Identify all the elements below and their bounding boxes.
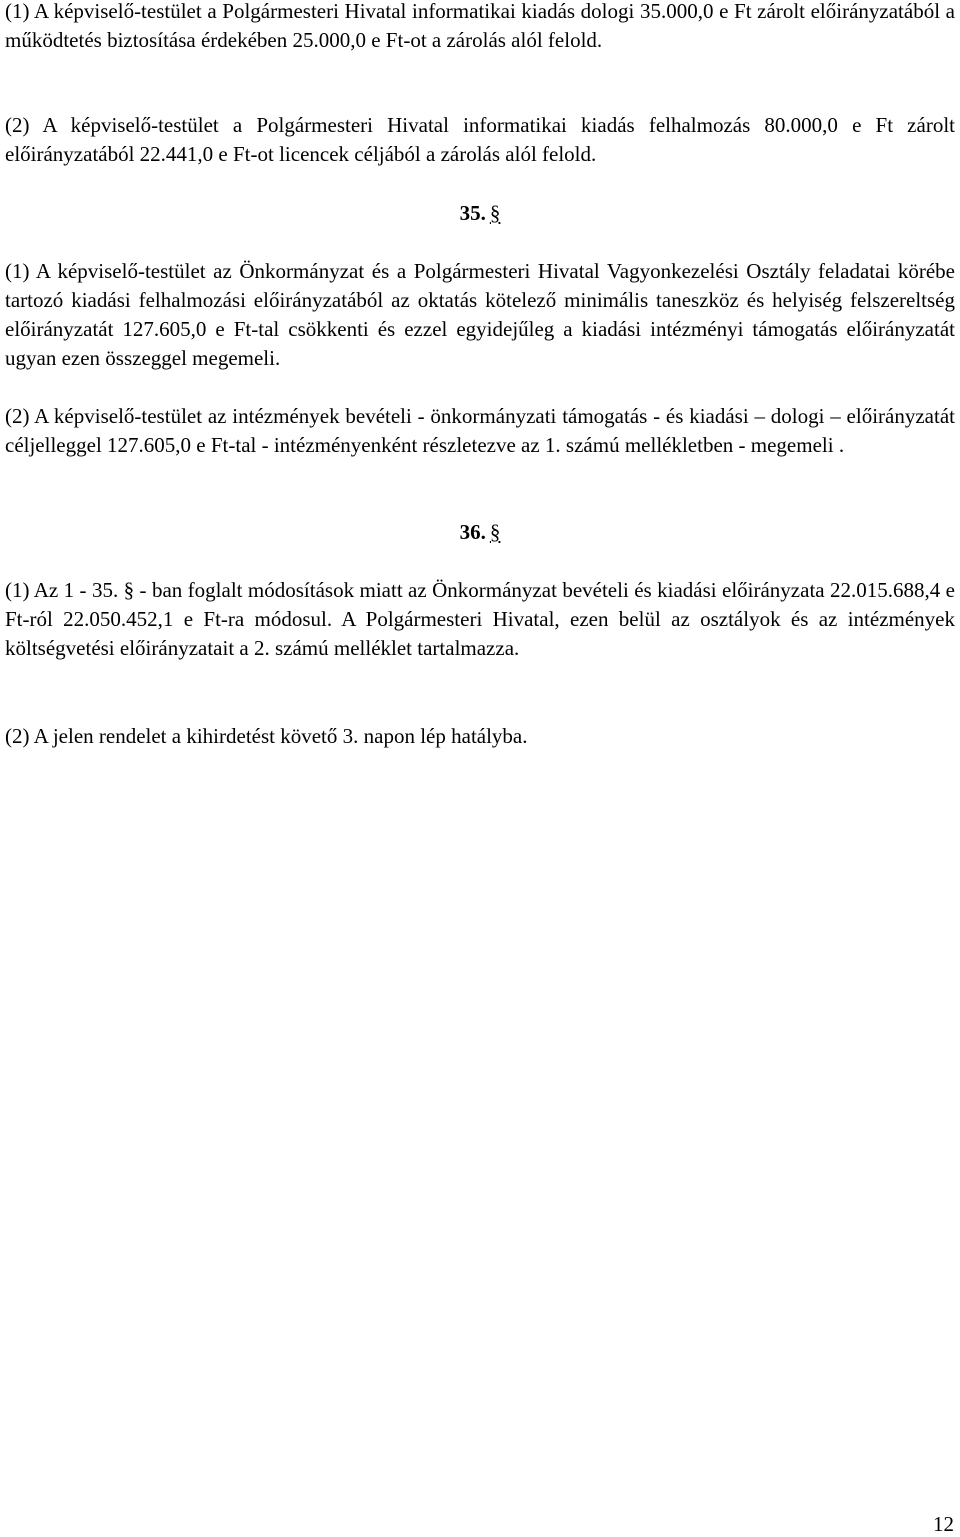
section-number: 36. [459, 520, 486, 544]
paragraph-34-2: (2) A képviselő-testület a Polgármesteri Hivatal informatikai kiadás felhalmozás 80.000,0 e Ft zárolt előirányzatából 22.441,0 e Ft-ot licencek céljából a zárolás alól felold. [5, 113, 955, 166]
paragraph-35-2: (2) A képviselő-testület az intézmények bevételi - önkormányzati támogatás - és kiadási – dologi – előirányzatát céljelleggel 127.605,0 e Ft-tal - intézményenként részletezve az 1. számú mellékletben - megemeli . [5, 404, 955, 457]
section-sign: § [489, 520, 501, 544]
section-heading-36 [5, 518, 955, 547]
paragraph-36-2: (2) A jelen rendelet a kihirdetést követő 3. napon lép hatályba. [5, 724, 528, 748]
section-sign: § [489, 201, 501, 225]
paragraph-35-1: (1) A képviselő-testület az Önkormányzat és a Polgármesteri Hivatal Vagyonkezelési Osztály feladatai körébe tartozó kiadási felhalmozási előirányzatából az oktatás kötelező minimális taneszköz és helyiség felszereltség előirányzatát 127.605,0 e Ft-tal csökkenti és ezzel egyidejűleg a kiadási intézményi támogatás előirányzatát ugyan ezen összeggel megemeli. [5, 259, 955, 370]
page-number: 12 [933, 1512, 954, 1536]
paragraph-34-1: (1) A képviselő-testület a Polgármesteri Hivatal informatikai kiadás dologi 35.000,0 e Ft zárolt előirányzatából a működtetés biztosítása érdekében 25.000,0 e Ft-ot a zárolás alól felold. [5, 0, 955, 52]
section-heading-35 [5, 199, 955, 228]
paragraph-36-1: (1) Az 1 - 35. § - ban foglalt módosítások miatt az Önkormányzat bevételi és kiadási előirányzata 22.015.688,4 e Ft-ról 22.050.452,1 e Ft-ra módosul. A Polgármesteri Hivatal, ezen belül az osztályok és az intézmények költségvetési előirányzatait a 2. számú melléklet tartalmazza. [5, 578, 955, 660]
section-number: 35. [459, 201, 486, 225]
